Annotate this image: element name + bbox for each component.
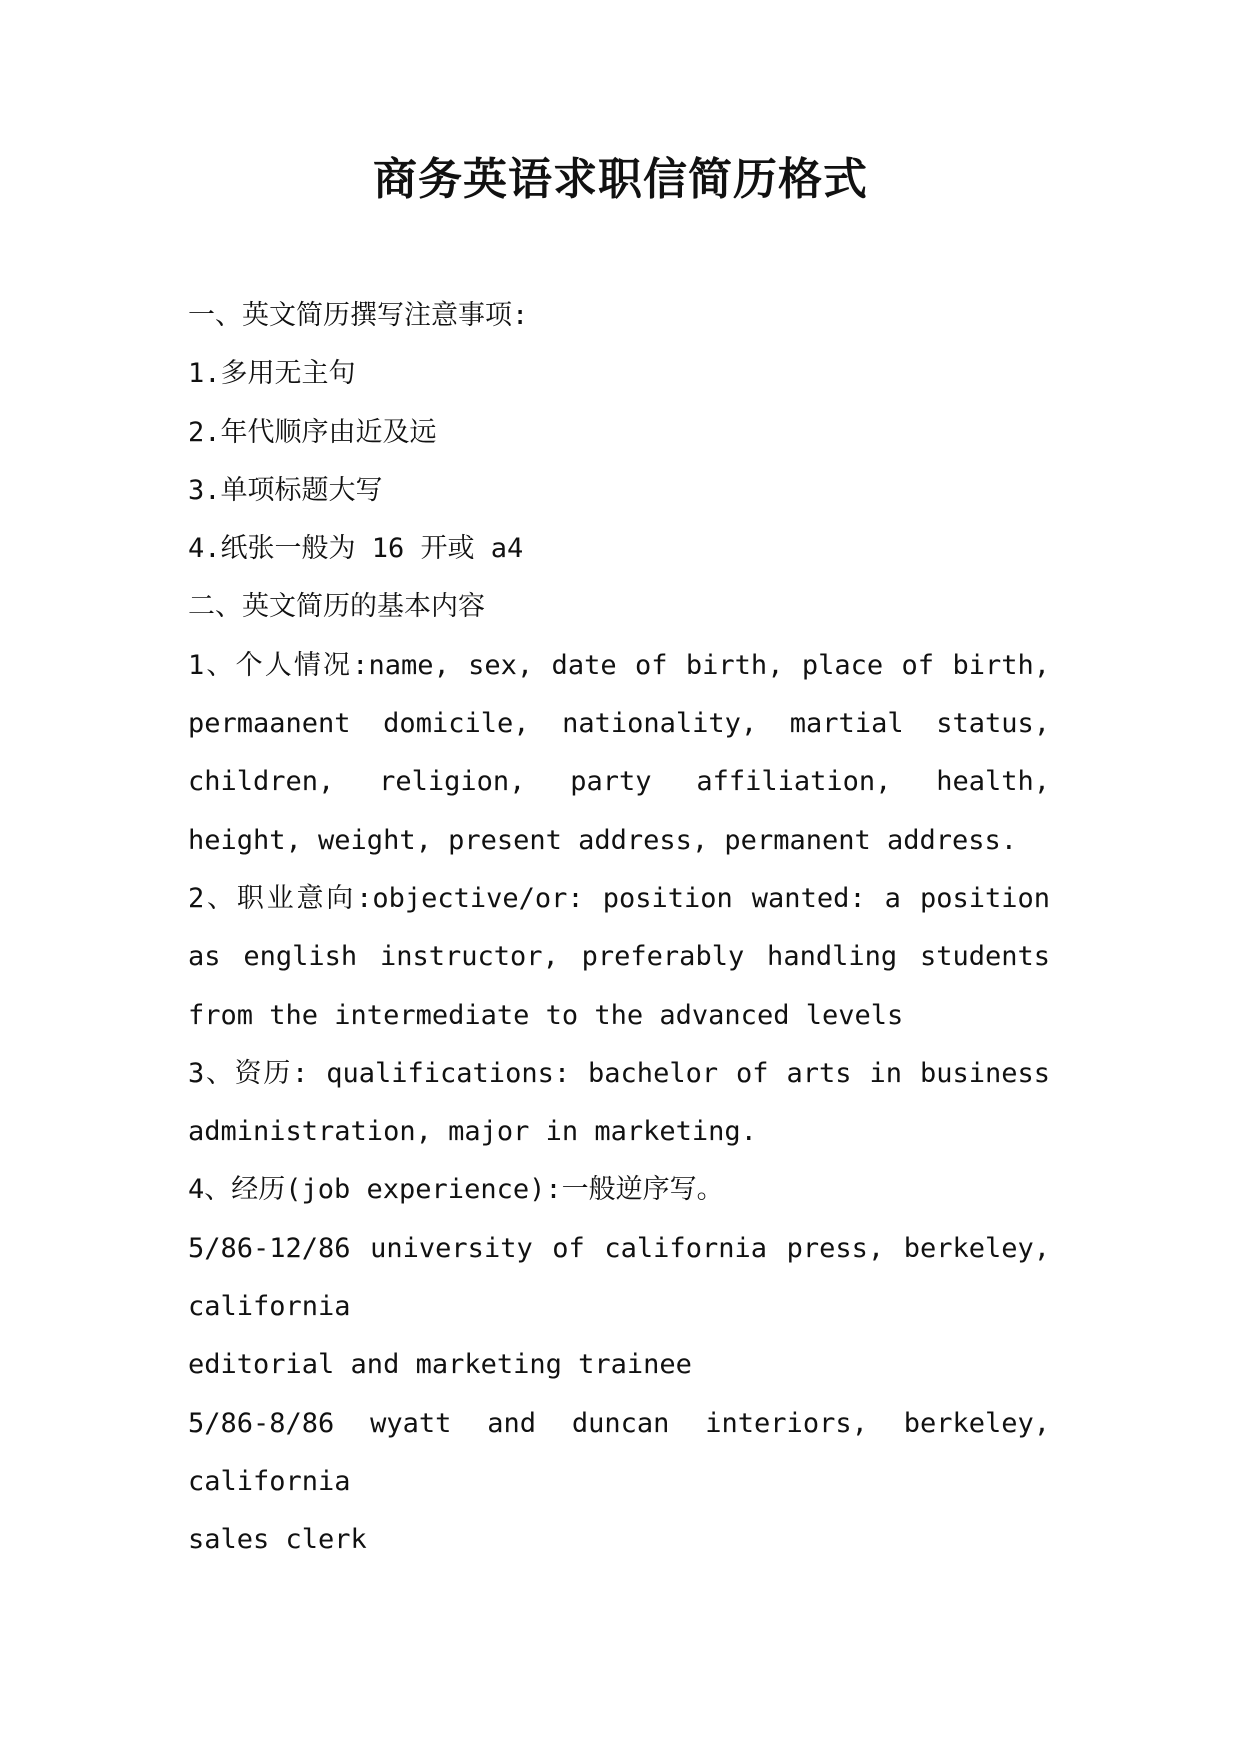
- document-line: 一、英文简历撰写注意事项:: [188, 300, 529, 331]
- document-line: permaanent domicile, nationality, martial status,: [188, 708, 1050, 740]
- document-line: 2、职业意向:objective/or: position wanted: a position: [188, 882, 1050, 914]
- document-line: 4.纸张一般为 16 开或 a4: [188, 533, 524, 565]
- document-line: height, weight, present address, permanent address.: [188, 824, 1018, 856]
- document-line: 二、英文简历的基本内容: [188, 591, 485, 623]
- document-line: administration, major in marketing.: [188, 1116, 757, 1148]
- document-line: 3、资历: qualifications: bachelor of arts in business: [188, 1057, 1050, 1089]
- document-line: editorial and marketing trainee: [188, 1349, 692, 1381]
- document-body: [188, 287, 1050, 1570]
- document-line: 2.年代顺序由近及远: [188, 416, 437, 448]
- document-line: 1、个人情况:name, sex, date of birth, place of birth,: [188, 649, 1050, 681]
- document-line: children, religion, party affiliation, health,: [188, 766, 1050, 798]
- document-line: from the intermediate to the advanced levels: [188, 999, 904, 1031]
- document-line: california: [188, 1465, 351, 1497]
- document-line: 4、经历(job experience):一般逆序写。: [188, 1174, 724, 1206]
- document-title: 商务英语求职信简历格式: [373, 154, 868, 205]
- document-line: 3.单项标题大写: [188, 474, 383, 506]
- document-line: california: [188, 1291, 351, 1323]
- document-line: 5/86-12/86 university of california press, berkeley,: [188, 1232, 1050, 1264]
- document-line: 1.多用无主句: [188, 358, 356, 390]
- document-line: sales clerk: [188, 1524, 367, 1556]
- document-line: as english instructor, preferably handling students: [188, 941, 1050, 973]
- document-line: 5/86-8/86 wyatt and duncan interiors, berkeley,: [188, 1407, 1050, 1439]
